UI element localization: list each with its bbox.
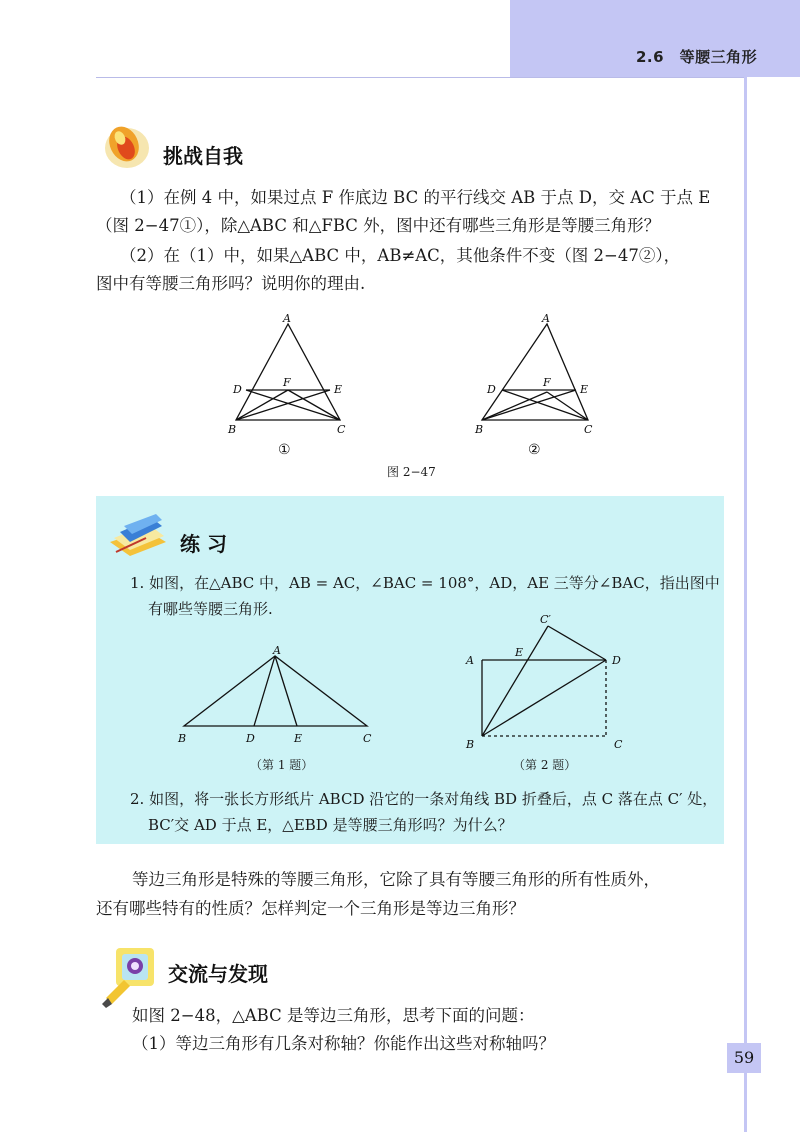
discuss-line-2: （1）等边三角形有几条对称轴？你能作出这些对称轴吗？	[132, 1034, 555, 1053]
p2-label-B: B	[466, 738, 475, 751]
challenge-line-2: （图 2−47①），除△ABC 和△FBC 外，图中还有哪些三角形是等腰三角形？	[96, 216, 661, 235]
discuss-line-1: 如图 2−48，△ABC 是等边三角形，思考下面的问题：	[132, 1006, 535, 1025]
discuss-icon	[100, 944, 158, 1008]
practice-fig2	[482, 626, 606, 736]
p2-label-C: C	[614, 738, 623, 751]
page-number: 59	[727, 1043, 761, 1073]
figure-2-47	[220, 312, 620, 477]
challenge-title: 挑战自我	[163, 144, 243, 168]
challenge-line-3: （2）在（1）中，如果△ABC 中，AB≠AC，其他条件不变（图 2−47②），	[120, 246, 681, 265]
fig2-label-C: C	[584, 423, 593, 436]
fig2-label-B: B	[475, 423, 484, 436]
fig1-subcaption: ①	[278, 442, 291, 458]
fig1-label-E: E	[334, 383, 343, 396]
p1-label-D: D	[246, 732, 255, 745]
fig2-label-F: F	[543, 376, 551, 389]
p2-label-D: D	[612, 654, 621, 667]
fig2-subcaption: ②	[528, 442, 541, 458]
equilateral-line-1: 等边三角形是特殊的等腰三角形，它除了具有等腰三角形的所有性质外，	[132, 870, 660, 889]
section-header: 2.6 等腰三角形	[636, 48, 758, 66]
p2-label-A: A	[466, 654, 474, 667]
practice-q2-line-2: BC′交 AD 于点 E，△EBD 是等腰三角形吗？为什么？	[148, 816, 513, 834]
fig1-label-F: F	[283, 376, 291, 389]
fig1-label-A: A	[283, 312, 291, 325]
practice-figures	[170, 612, 640, 774]
challenge-line-4: 图中有等腰三角形吗？说明你的理由.	[96, 274, 366, 293]
p2-label-E: E	[515, 646, 524, 659]
practice-title: 练 习	[180, 532, 227, 556]
header-rule	[96, 77, 744, 78]
fig1-label-B: B	[228, 423, 237, 436]
figure-2	[482, 324, 588, 420]
p1-label-E: E	[294, 732, 303, 745]
fig2-label-D: D	[487, 383, 496, 396]
p2-label-Cp: C′	[540, 613, 551, 626]
fig2-label-A: A	[542, 312, 550, 325]
p1-label-C: C	[363, 732, 372, 745]
figure-1	[236, 324, 343, 420]
p1-label-B: B	[178, 732, 187, 745]
equilateral-line-2: 还有哪些特有的性质？怎样判定一个三角形是等边三角形？	[96, 899, 525, 918]
practice-q2-line-1: 2. 如图，将一张长方形纸片 ABCD 沿它的一条对角线 BD 折叠后，点 C 落在点 C′ 处，	[130, 790, 718, 808]
practice-q1-line-1: 1. 如图，在△ABC 中，AB = AC，∠BAC = 108°，AD，AE 三等分∠BAC，指出图中	[130, 574, 720, 592]
fig1-label-C: C	[337, 423, 346, 436]
practice-fig2-caption: （第 2 题）	[513, 758, 577, 772]
side-rule	[744, 77, 747, 1132]
practice-fig1-caption: （第 1 题）	[250, 758, 314, 772]
fig2-label-E: E	[580, 383, 589, 396]
challenge-icon	[100, 118, 152, 174]
discuss-title: 交流与发现	[168, 962, 268, 986]
figure-2-47-caption: 图 2−47	[387, 465, 436, 479]
challenge-line-1: （1）在例 4 中，如果过点 F 作底边 BC 的平行线交 AB 于点 D，交 AC 于点 E	[120, 188, 711, 207]
p1-label-A: A	[273, 644, 281, 657]
practice-fig1	[184, 656, 367, 726]
fig1-label-D: D	[233, 383, 242, 396]
practice-icon	[106, 512, 172, 560]
practice-q1-line-2: 有哪些等腰三角形.	[148, 600, 273, 618]
